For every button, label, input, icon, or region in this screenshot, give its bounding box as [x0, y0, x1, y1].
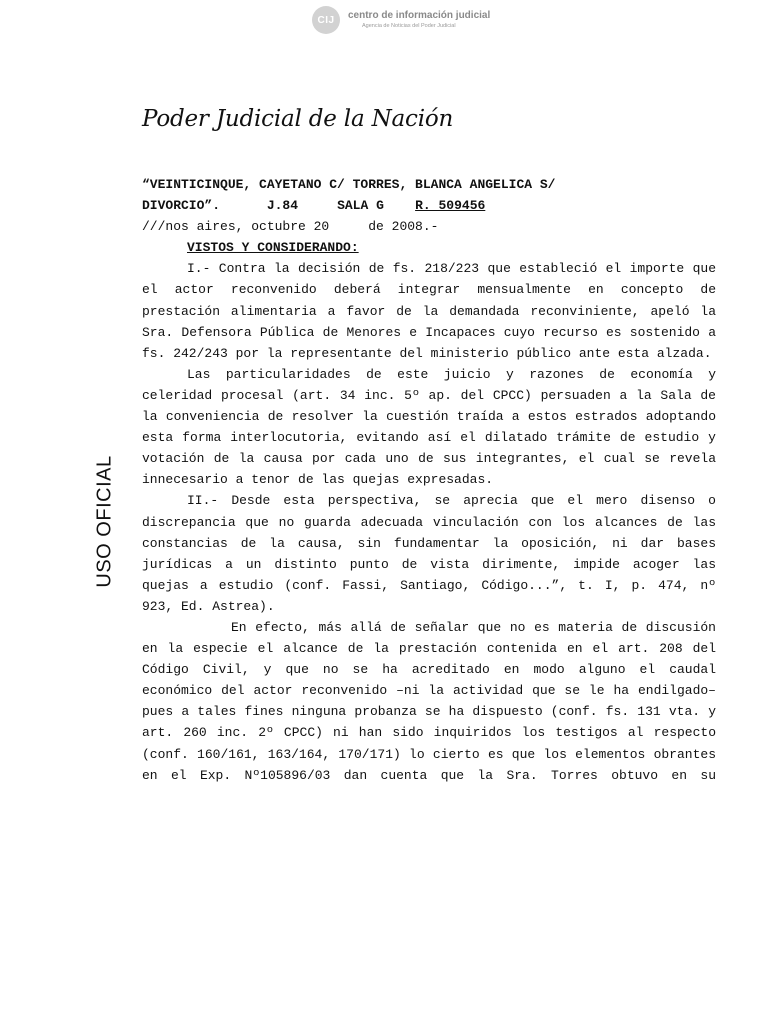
paragraph-3: II.- Desde esta perspectiva, se aprecia que el mero disenso o discrepancia que no guarda adecuada vinculación con los alcances de las constancias de la causa, sin fundamentar la oposición, ni dar bases jurídicas a un distinto punto de vista dirimente, impide acoger las quejas a estudio (conf. Fassi, Santiago, Código...”, t. I, p. 474, nº 923, Ed. Astrea).: [142, 493, 716, 614]
paragraph-2: Las particularidades de este juicio y razones de economía y celeridad procesal (art. 34 inc. 5º ap. del CPCC) persuaden a la Sala de la conveniencia de resolver la cuestión traída a estos estrados adoptando esta forma interlocutoria, evitando así el dilatado trámite de estudio y votación de la causa por cada uno de sus integrantes, el cual se revela innecesario a tenor de las quejas expresadas.: [142, 366, 716, 488]
cij-logo-icon: CIJ: [312, 6, 340, 34]
side-stamp: [93, 447, 117, 595]
document-body: [142, 174, 716, 786]
case-caption-part1: DIVORCIO”.: [142, 198, 221, 214]
paragraph-1: I.- Contra la decisión de fs. 218/223 que estableció el importe que el actor reconvenido deberá integrar mensualmente en concepto de prestación alimentaria a favor de la demandada reconviniente, apeló la Sra. Defensora Pública de Menores e Incapaces cuyo recurso es sostenido a fs. 242/243 por la representante del ministerio público ante esta alzada.: [142, 261, 716, 361]
side-stamp-text: USO OFICIAL: [93, 454, 116, 588]
section-heading: [142, 237, 716, 258]
date-line: ///nos aires, octubre 20 de 2008.-: [142, 219, 439, 235]
court-code: J.84: [266, 198, 299, 214]
sala: SALA G: [337, 198, 384, 214]
cij-header: [312, 6, 490, 34]
section-heading-text: VISTOS Y CONSIDERANDO:: [187, 240, 359, 256]
cij-org-name: centro de información judicial: [348, 9, 491, 21]
cij-text: [348, 11, 490, 30]
case-caption-line2: [142, 195, 716, 216]
paragraph-4: En efecto, más allá de señalar que no es materia de discusión en la especie el alcance de la prestación contenida en el art. 208 del Código Civil, y que no se ha acreditado en modo alguno el caudal económico del actor reconvenido –ni la actividad que se le ha endilgado– pues a tales fines ninguna probanza se ha dispuesto (conf. fs. 131 vta. y art. 260 inc. 2º CPCC) ni han sido inquiridos los testigos al respecto (conf. 160/161, 163/164, 170/171) lo cierto es que los elementos obrantes en el Exp. Nº105896/03 dan cuenta que la Sra. Torres obtuvo en su: [142, 619, 716, 783]
court-title: Poder Judicial de la Nación: [142, 106, 454, 132]
record-number: R. 509456: [415, 198, 486, 214]
case-caption-line1: “VEINTICINQUE, CAYETANO C/ TORRES, BLANCA ANGELICA S/: [142, 177, 556, 192]
cij-org-sub: Agencia de Noticias del Poder Judicial: [362, 22, 456, 29]
